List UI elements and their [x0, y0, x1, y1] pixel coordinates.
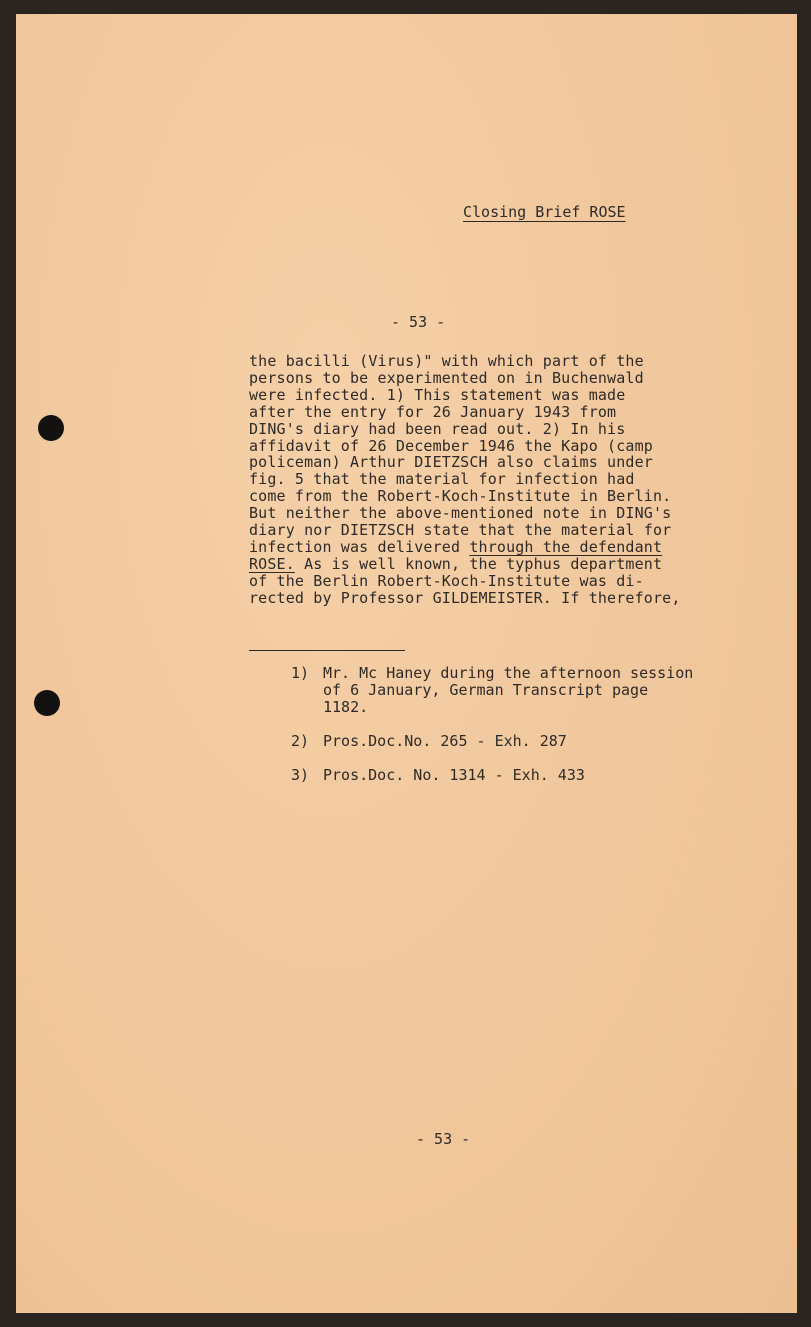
body-line: [249, 522, 749, 539]
footnote-line: 1182.: [323, 697, 369, 716]
footnote-number: 1): [291, 664, 310, 682]
body-text-segment: As is well known, the typhus department: [294, 554, 663, 573]
body-text-segment: policeman) Arthur DIETZSCH also claims under: [249, 453, 653, 472]
footnote-number: 3): [291, 766, 310, 784]
body-line: [249, 505, 749, 522]
body-text-segment: after the entry for 26 January 1943 from: [249, 402, 617, 421]
body-text-segment: fig. 5 that the material for infection had: [249, 470, 635, 489]
body-line: [249, 573, 749, 590]
body-line: [249, 488, 749, 505]
body-text-segment: diary nor DIETZSCH state that the material for: [249, 521, 672, 540]
body-line: [249, 438, 749, 455]
body-line: [249, 387, 749, 404]
page-number-top: - 53 -: [391, 313, 446, 331]
underlined-phrase: ROSE.: [249, 554, 295, 573]
body-line: [249, 539, 749, 556]
body-line: [249, 421, 749, 438]
footnote-line: of 6 January, German Transcript page: [323, 680, 649, 699]
body-text-segment: affidavit of 26 December 1946 the Kapo (camp: [249, 436, 653, 455]
footnote-line: Pros.Doc. No. 1314 - Exh. 433: [323, 766, 585, 784]
body-text-segment: the bacilli (Virus)" with which part of the: [249, 352, 644, 370]
footnote-line: Pros.Doc.No. 265 - Exh. 287: [323, 732, 567, 750]
body-text-segment: come from the Robert-Koch-Institute in Berlin.: [249, 487, 672, 506]
body-line: [249, 370, 749, 387]
body-text-segment: of the Berlin Robert-Koch-Institute was di-: [249, 571, 644, 590]
document-page: [16, 14, 797, 1313]
footnote-number: 2): [291, 732, 310, 750]
document-header: Closing Brief ROSE: [463, 203, 626, 221]
body-line: [249, 590, 749, 607]
body-line: [249, 471, 749, 488]
body-line: [249, 353, 749, 370]
body-text-segment: infection was delivered: [249, 537, 470, 556]
body-line: [249, 556, 749, 573]
footnote-separator: [249, 650, 405, 651]
body-text-segment: were infected. 1) This statement was made: [249, 385, 626, 404]
punch-hole-bottom: [34, 690, 60, 716]
body-text-segment: persons to be experimented on in Buchenwald: [249, 368, 644, 387]
body-text-segment: rected by Professor GILDEMEISTER. If therefore,: [249, 588, 681, 607]
body-line: [249, 454, 749, 471]
underlined-phrase: through the defendant: [469, 537, 663, 556]
body-text-segment: DING's diary had been read out. 2) In his: [249, 419, 626, 438]
body-paragraph: [249, 353, 749, 607]
body-text-segment: But neither the above-mentioned note in DING's: [249, 504, 672, 523]
footnote-line: Mr. Mc Haney during the afternoon session: [323, 664, 694, 682]
page-number-bottom: - 53 -: [416, 1130, 471, 1148]
punch-hole-top: [38, 415, 64, 441]
body-line: [249, 404, 749, 421]
